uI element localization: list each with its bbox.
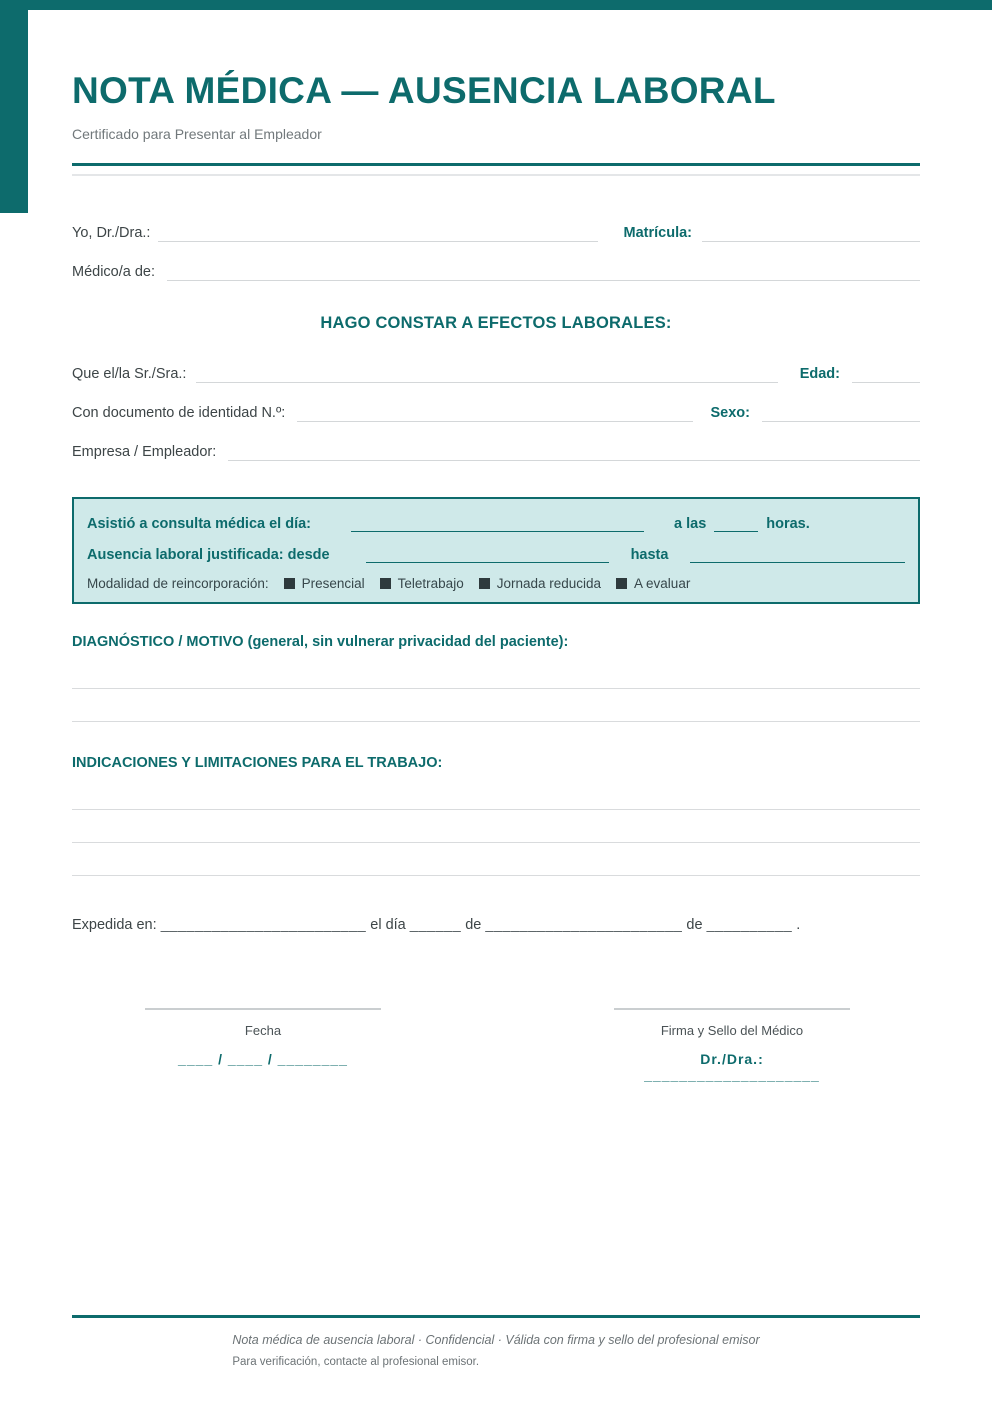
indications-heading: INDICACIONES Y LIMITACIONES PARA EL TRABAJO: <box>72 755 443 771</box>
modality-option-jornada-reducida[interactable]: Jornada reducida <box>464 576 601 591</box>
issued-city-blank[interactable]: ________________________ <box>160 917 367 933</box>
doctor-prefix-label: Dr./Dra.: <box>700 1051 764 1067</box>
doctor-name-blank[interactable]: Dr./Dra.: ____________________ <box>644 1051 820 1083</box>
indications-line-1[interactable] <box>72 809 920 810</box>
age-field[interactable] <box>852 364 920 383</box>
visit-date-row <box>87 514 905 532</box>
issued-place-label: Expedida en: <box>72 917 157 933</box>
diagnosis-heading: DIAGNÓSTICO / MOTIVO (general, sin vulnerar privacidad del paciente): <box>72 634 569 650</box>
doctor-row <box>72 223 920 242</box>
license-number-field[interactable] <box>702 223 920 242</box>
issued-of-label-1: de <box>465 917 482 933</box>
modality-row <box>87 576 905 591</box>
date-signature-line[interactable] <box>145 1008 381 1010</box>
footer-confidential-note: Nota médica de ausencia laboral · Confidencial · Válida con firma y sello del profesional emisor <box>232 1332 760 1347</box>
time-prefix-label: a las <box>674 516 707 532</box>
employer-label: Empresa / Empleador: <box>72 444 217 460</box>
checkbox-filled-icon <box>284 578 295 589</box>
signature-caption: Firma y Sello del Médico <box>660 1023 804 1038</box>
page-subtitle: Certificado para Presentar al Empleador <box>72 126 322 142</box>
issued-line <box>72 917 920 933</box>
checkbox-filled-icon <box>616 578 627 589</box>
footer-verification-note: Para verificación, contacte al profesional emisor. <box>232 1355 480 1368</box>
patient-name-field[interactable] <box>196 364 777 383</box>
specialty-field[interactable] <box>167 262 920 281</box>
absence-start-field[interactable] <box>366 545 609 563</box>
time-suffix-label: horas. <box>766 516 810 532</box>
license-label: Matrícula: <box>623 225 692 241</box>
issued-year-blank[interactable]: __________ <box>706 917 793 933</box>
modality-option-presencial[interactable]: Presencial <box>269 576 365 591</box>
modality-option-teletrabajo[interactable]: Teletrabajo <box>365 576 464 591</box>
visit-time-field[interactable] <box>714 514 758 532</box>
date-blank[interactable]: ____ / ____ / ________ <box>178 1051 348 1067</box>
id-label: Con documento de identidad N.º: <box>72 405 286 421</box>
header-rule-secondary <box>72 174 920 176</box>
issued-period: . <box>796 917 801 933</box>
issued-month-blank[interactable]: _______________________ <box>485 917 683 933</box>
until-label: hasta <box>630 547 669 563</box>
footer-text-block <box>232 1333 759 1368</box>
employer-row <box>72 442 920 461</box>
signature-section <box>72 1008 920 1083</box>
diagnosis-line-1[interactable] <box>72 688 920 689</box>
page-footer <box>72 1315 920 1368</box>
checkbox-filled-icon <box>380 578 391 589</box>
patient-id-row <box>72 403 920 422</box>
absence-label: Ausencia laboral justificada: desde <box>87 547 330 563</box>
issued-day-label: el día <box>370 917 406 933</box>
specialty-label: Médico/a de: <box>72 264 156 280</box>
checkbox-filled-icon <box>479 578 490 589</box>
doctor-name-label: Yo, Dr./Dra.: <box>72 225 151 241</box>
issued-of-label-2: de <box>686 917 703 933</box>
date-signature-column <box>145 1008 381 1083</box>
patient-name-row <box>72 364 920 383</box>
specialty-row <box>72 262 920 281</box>
attended-label: Asistió a consulta médica el día: <box>87 516 312 532</box>
doctor-name-field[interactable] <box>158 223 597 242</box>
date-caption: Fecha <box>244 1023 282 1038</box>
id-number-field[interactable] <box>297 403 692 422</box>
visit-details-box <box>72 497 920 604</box>
statement-heading: HAGO CONSTAR A EFECTOS LABORALES: <box>320 314 672 332</box>
indications-line-2[interactable] <box>72 842 920 843</box>
modality-label: Modalidad de reincorporación: <box>87 576 269 591</box>
absence-end-field[interactable] <box>690 545 905 563</box>
doctor-signature-column <box>614 1008 850 1083</box>
sex-field[interactable] <box>762 403 920 422</box>
absence-period-row <box>87 545 905 563</box>
age-label: Edad: <box>799 366 840 382</box>
footer-rule <box>72 1315 920 1318</box>
issued-day-blank[interactable]: ______ <box>409 917 462 933</box>
doctor-signature-line[interactable] <box>614 1008 850 1010</box>
visit-date-field[interactable] <box>351 514 644 532</box>
diagnosis-line-2[interactable] <box>72 721 920 722</box>
patient-name-label: Que el/la Sr./Sra.: <box>72 366 187 382</box>
header-rule <box>72 163 920 166</box>
page-title: NOTA MÉDICA — AUSENCIA LABORAL <box>72 70 776 111</box>
indications-line-3[interactable] <box>72 875 920 876</box>
modality-option-a-evaluar[interactable]: A evaluar <box>601 576 690 591</box>
employer-field[interactable] <box>228 442 920 461</box>
sex-label: Sexo: <box>710 405 750 421</box>
